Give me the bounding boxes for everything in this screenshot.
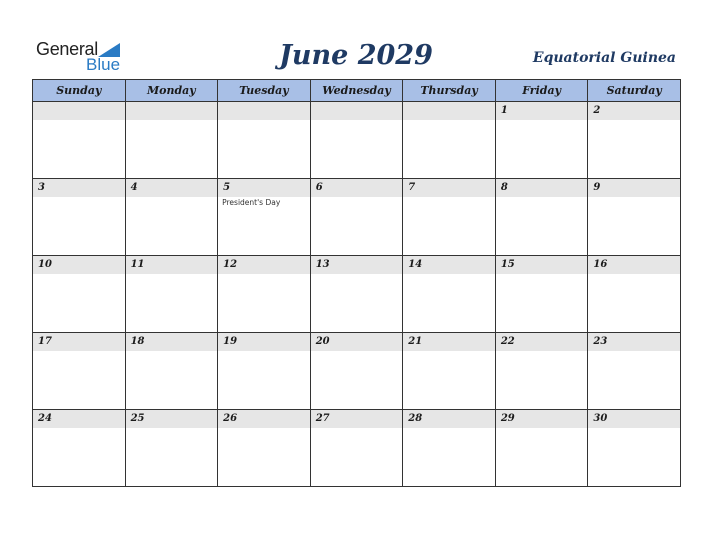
day-number: 11 [130, 259, 145, 270]
day-number: 24 [38, 413, 52, 424]
day-cell [125, 102, 218, 179]
day-number: 21 [408, 336, 423, 347]
day-number-band [403, 179, 495, 197]
day-number: 17 [38, 336, 52, 347]
day-number-band [588, 256, 680, 274]
day-cell [218, 102, 311, 179]
holiday-label: President's Day [222, 198, 281, 207]
day-number-band [126, 102, 218, 120]
day-number-band [126, 256, 218, 274]
day-cell [403, 179, 496, 256]
day-cell [588, 102, 681, 179]
day-number-band [126, 410, 218, 428]
day-cell [495, 333, 588, 410]
day-cell [33, 102, 126, 179]
day-number: 10 [38, 259, 52, 270]
weekday-header-row [33, 80, 681, 102]
day-number-band [496, 102, 588, 120]
weekday-header: Monday [125, 80, 218, 102]
day-number-band [33, 410, 125, 428]
day-number-band [311, 410, 403, 428]
day-number: 12 [223, 259, 238, 270]
day-number: 1 [500, 105, 508, 116]
day-number: 16 [593, 259, 608, 270]
day-number: 9 [593, 182, 601, 193]
day-cell [125, 333, 218, 410]
day-number-band [218, 179, 310, 197]
day-cell [33, 410, 126, 487]
day-number-band [33, 179, 125, 197]
calendar-body [33, 102, 681, 487]
day-cell [495, 256, 588, 333]
day-number: 14 [408, 259, 423, 270]
day-number-band [403, 102, 495, 120]
day-cell [310, 333, 403, 410]
day-cell [125, 179, 218, 256]
page-title: June 2029 [279, 40, 433, 71]
day-cell [403, 102, 496, 179]
day-number-band [33, 256, 125, 274]
weekday-header: Tuesday [218, 80, 311, 102]
weekday-header: Wednesday [310, 80, 403, 102]
day-number-band [311, 102, 403, 120]
day-number-band [311, 333, 403, 351]
day-number-band [218, 410, 310, 428]
calendar-week-row [33, 410, 681, 487]
day-number: 15 [500, 259, 515, 270]
day-number: 26 [223, 413, 238, 424]
logo-text-general: General [36, 39, 98, 59]
day-number: 29 [500, 413, 515, 424]
day-number: 25 [130, 413, 145, 424]
day-number-band [588, 179, 680, 197]
day-number: 13 [315, 259, 330, 270]
calendar-week-row [33, 102, 681, 179]
day-cell [218, 410, 311, 487]
calendar-week-row [33, 256, 681, 333]
day-number-band [218, 333, 310, 351]
day-cell [218, 179, 311, 256]
day-number: 19 [223, 336, 238, 347]
calendar-week-row [33, 333, 681, 410]
day-number: 3 [38, 182, 45, 193]
day-number: 30 [593, 413, 608, 424]
calendar-week-row [33, 179, 681, 256]
day-cell [495, 102, 588, 179]
day-number-band [218, 256, 310, 274]
day-cell [403, 333, 496, 410]
day-number: 27 [315, 413, 330, 424]
day-cell [33, 333, 126, 410]
day-number-band [496, 256, 588, 274]
day-number: 5 [223, 182, 231, 193]
day-cell [33, 256, 126, 333]
day-cell [403, 256, 496, 333]
day-cell [218, 256, 311, 333]
day-cell [403, 410, 496, 487]
weekday-header: Sunday [33, 80, 126, 102]
day-cell [125, 256, 218, 333]
day-number: 23 [593, 336, 608, 347]
day-cell [33, 179, 126, 256]
day-cell [495, 179, 588, 256]
day-number-band [33, 333, 125, 351]
day-number: 6 [315, 182, 323, 193]
country-label: Equatorial Guinea [532, 50, 676, 66]
day-number: 2 [593, 105, 601, 116]
day-cell [588, 410, 681, 487]
day-number-band [403, 333, 495, 351]
day-number-band [496, 410, 588, 428]
day-number-band [403, 256, 495, 274]
weekday-header: Friday [495, 80, 588, 102]
day-cell [588, 179, 681, 256]
weekday-header: Saturday [588, 80, 681, 102]
day-number: 22 [500, 336, 515, 347]
day-cell [588, 333, 681, 410]
day-number: 28 [408, 413, 423, 424]
logo-text-blue: Blue [86, 55, 121, 74]
day-cell [310, 102, 403, 179]
day-number-band [311, 179, 403, 197]
day-cell [218, 333, 311, 410]
day-cell [310, 179, 403, 256]
day-number-band [496, 179, 588, 197]
day-number-band [311, 256, 403, 274]
day-number: 8 [500, 182, 508, 193]
day-cell [495, 410, 588, 487]
day-cell [588, 256, 681, 333]
day-number: 4 [130, 182, 138, 193]
day-cell [310, 256, 403, 333]
day-number: 18 [130, 336, 145, 347]
day-number-band [588, 102, 680, 120]
day-cell [125, 410, 218, 487]
day-number-band [588, 333, 680, 351]
day-number-band [33, 102, 125, 120]
day-number-band [126, 179, 218, 197]
day-number-band [588, 410, 680, 428]
day-number-band [496, 333, 588, 351]
day-cell [310, 410, 403, 487]
weekday-header: Thursday [403, 80, 496, 102]
day-number: 7 [408, 182, 416, 193]
day-number: 20 [315, 336, 330, 347]
day-number-band [126, 333, 218, 351]
day-number-band [403, 410, 495, 428]
day-number-band [218, 102, 310, 120]
calendar-grid [32, 79, 681, 487]
